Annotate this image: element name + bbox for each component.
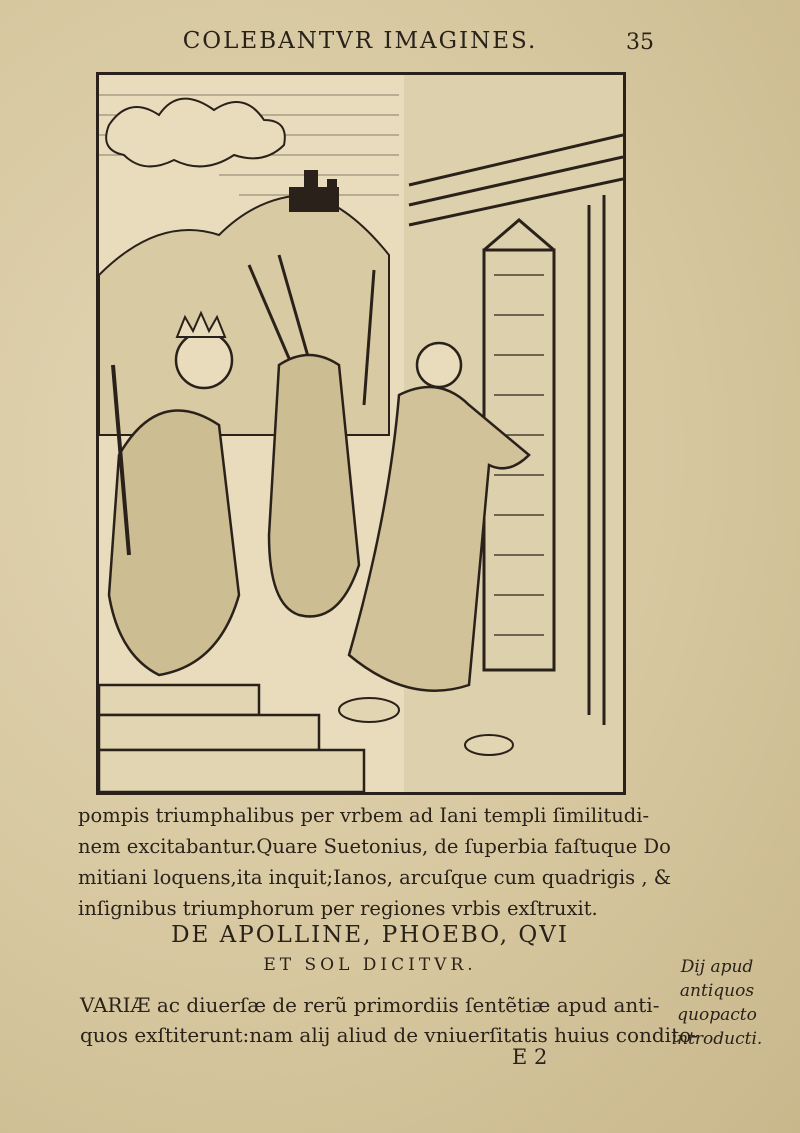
text-line: quos exſtiterunt:nam alij aliud de vniuerſitatis huius condito- bbox=[80, 1023, 698, 1047]
margin-line: introducti. bbox=[671, 1029, 763, 1049]
text-line: VARIÆ ac diuerſæ de rerũ primordiis ſentẽtiæ apud anti- bbox=[80, 993, 660, 1017]
running-title: COLEBANTVR IMAGINES. bbox=[182, 28, 538, 54]
margin-line: antiquos bbox=[679, 981, 755, 1001]
paragraph bbox=[80, 990, 698, 1050]
signature-mark: E 2 bbox=[512, 1045, 548, 1069]
section-title: DE APOLLINE, PHOEBO, QVI bbox=[171, 922, 569, 948]
text-line: inſignibus triumphorum per regiones vrbis exſtruxit. bbox=[78, 897, 598, 920]
page-number: 35 bbox=[626, 30, 654, 55]
text-line: mitiani loquens,ita inquit;Ianos, arcuſque cum quadrigis , & bbox=[78, 866, 672, 889]
text-line: pompis triumphalibus per vrbem ad Iani templi ſimilitudi- bbox=[78, 804, 650, 827]
margin-line: quopacto bbox=[677, 1005, 757, 1025]
woodcut-illustration bbox=[96, 72, 626, 795]
text-line: nem excitabantur.Quare Suetonius, de ſuperbia faſtuque Do bbox=[78, 835, 671, 858]
margin-note bbox=[662, 955, 772, 1051]
margin-line: Dij apud bbox=[680, 957, 754, 977]
section-subtitle: ET SOL DICITVR. bbox=[263, 955, 477, 975]
body-text-block bbox=[78, 800, 672, 924]
